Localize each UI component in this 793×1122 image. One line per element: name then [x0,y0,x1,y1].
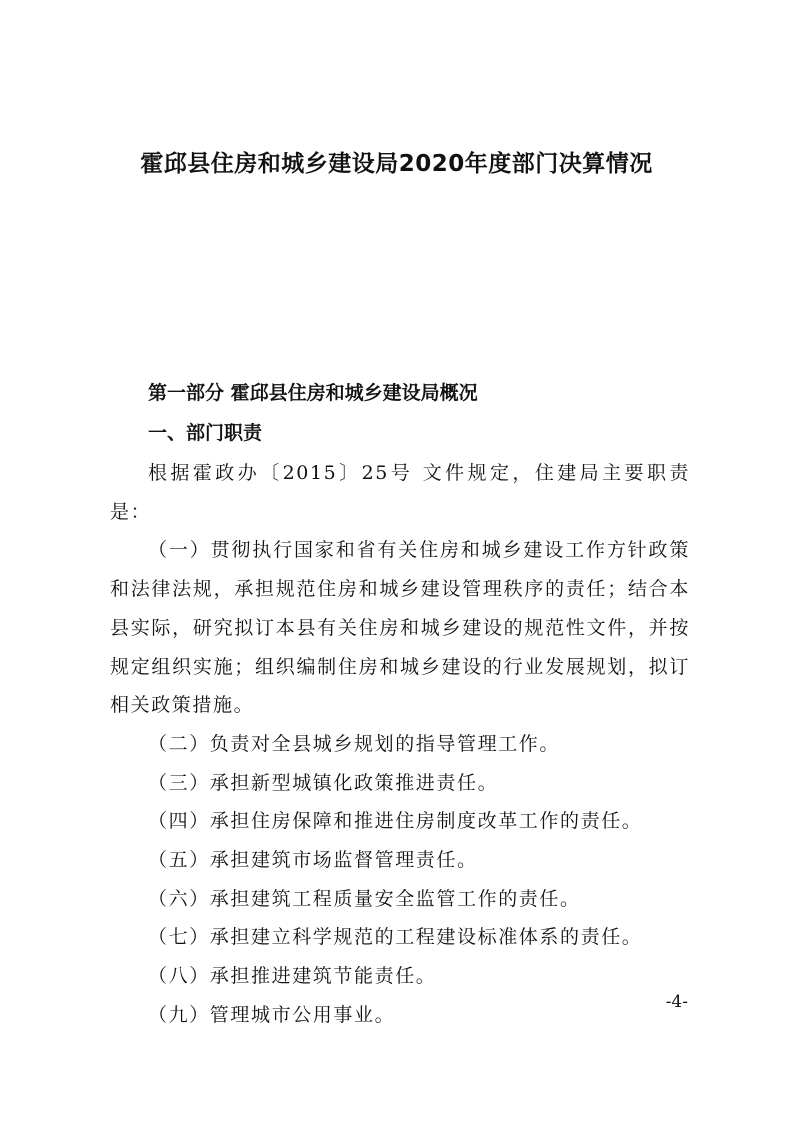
body-text [110,454,690,1035]
paragraph-duty-4: （四）承担住房保障和推进住房制度改革工作的责任。 [148,810,643,833]
paragraph-duty-7: （七）承担建立科学规范的工程建设标准体系的责任。 [148,926,643,949]
paragraph-basis: 根据霍政办〔2015〕25号 文件规定，住建局主要职责是： [110,462,690,523]
paragraph-duty-8: （八）承担推进建筑节能责任。 [148,965,437,988]
paragraph-duty-1: （一）贯彻执行国家和省有关住房和城乡建设工作方针政策和法律法规，承担规范住房和城乡建设管理秩序的责任；结合本县实际，研究拟订本县有关住房和城乡建设的规范性文件，并按规定组织实施；组织编制住房和城乡建设的行业发展规划，拟订相关政策措施。 [110,539,690,717]
document-title: 霍邱县住房和城乡建设局2020年度部门决算情况 [140,151,653,177]
page-number: -4- [665,992,688,1012]
part-heading: 第一部分 霍邱县住房和城乡建设局概况 [148,382,478,404]
paragraph-duty-6: （六）承担建筑工程质量安全监管工作的责任。 [148,887,581,910]
section-heading: 一、部门职责 [148,422,263,444]
paragraph-duty-3: （三）承担新型城镇化政策推进责任。 [148,771,499,794]
paragraph-duty-2: （二）负责对全县城乡规划的指导管理工作。 [148,732,561,755]
paragraph-duty-5: （五）承担建筑市场监督管理责任。 [148,849,478,872]
paragraph-duty-9: （九）管理城市公用事业。 [148,1003,396,1026]
